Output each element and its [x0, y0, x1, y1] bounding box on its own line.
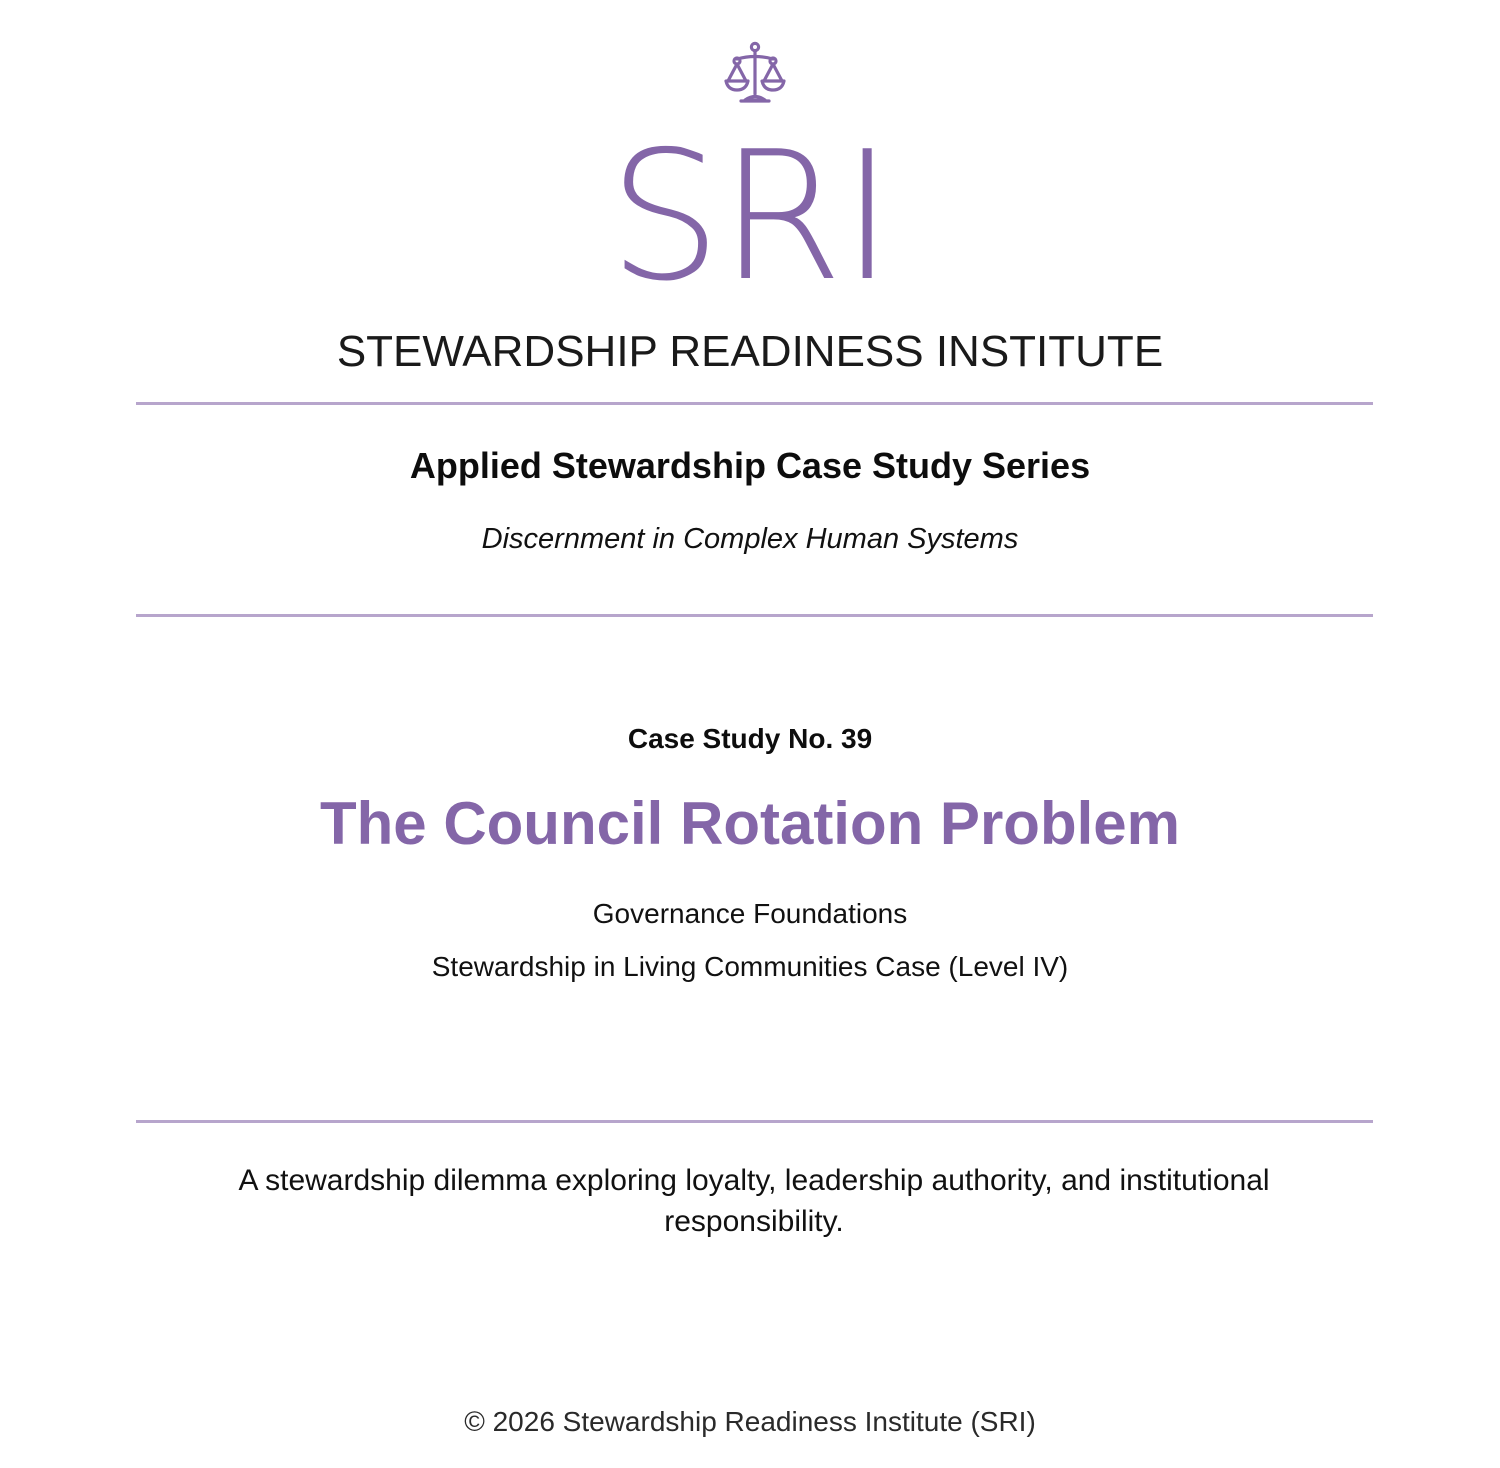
case-title: The Council Rotation Problem	[319, 790, 1180, 857]
divider-top	[136, 402, 1373, 405]
case-number: Case Study No. 39	[627, 723, 873, 754]
case-level: Stewardship in Living Communities Case (Level IV)	[431, 951, 1069, 982]
organization-name: STEWARDSHIP READINESS INSTITUTE	[336, 327, 1164, 376]
divider-middle	[136, 614, 1373, 617]
divider-bottom	[136, 1120, 1373, 1123]
copyright-footer: © 2026 Stewardship Readiness Institute (SRI)	[464, 1406, 1036, 1437]
series-subtitle: Discernment in Complex Human Systems	[481, 523, 1019, 555]
series-title: Applied Stewardship Case Study Series	[409, 445, 1091, 486]
case-category: Governance Foundations	[592, 898, 908, 929]
scales-of-justice-icon	[723, 40, 787, 106]
case-summary: A stewardship dilemma exploring loyalty, leadership authority, and institutional responsibility.	[238, 1164, 1270, 1238]
logo-wordmark: SRI	[608, 113, 892, 320]
